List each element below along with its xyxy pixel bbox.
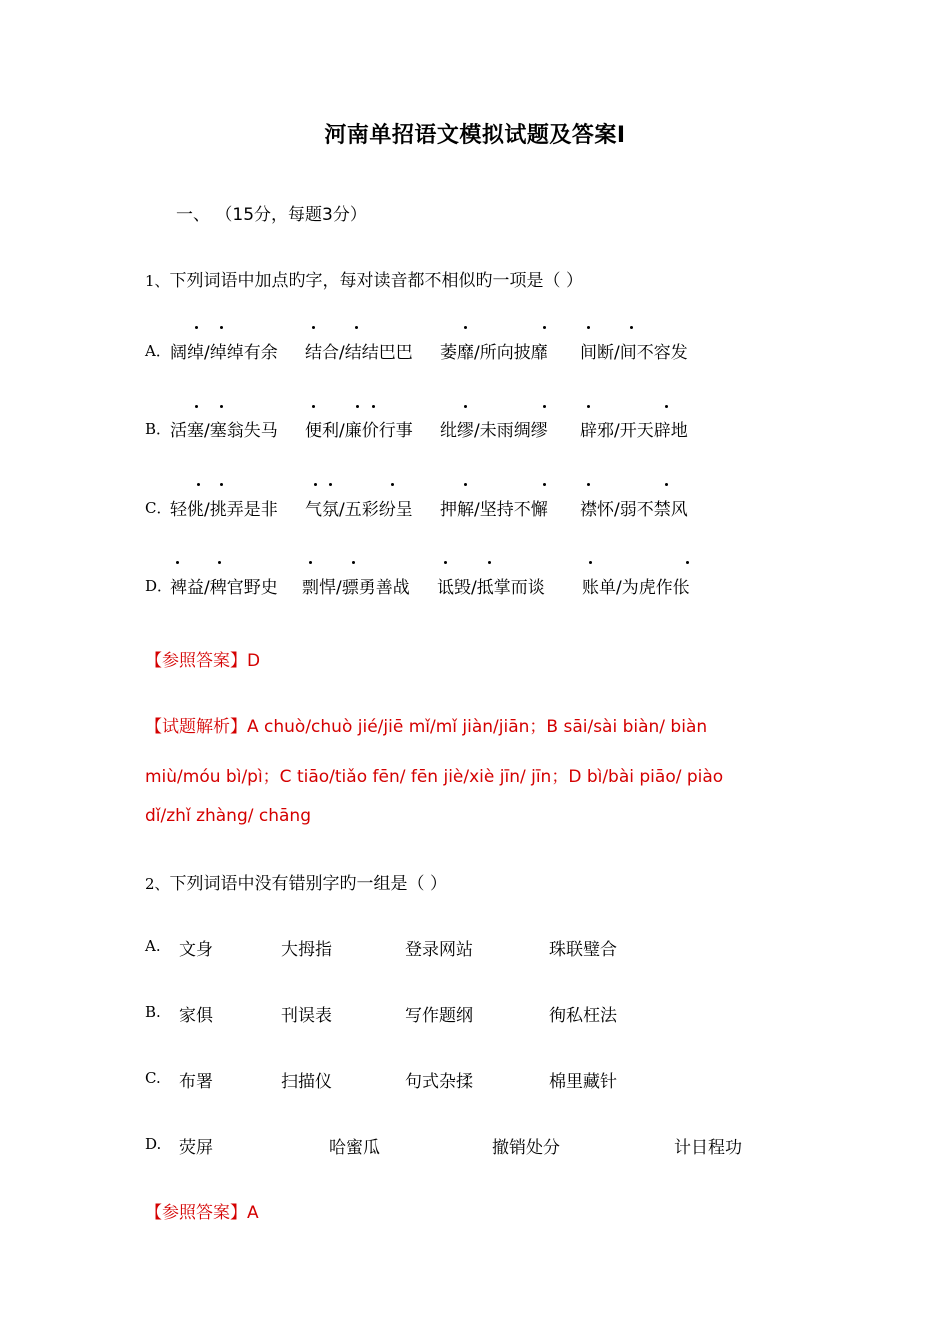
question-1-number: 1、 xyxy=(145,272,170,290)
emphasis-dot xyxy=(543,483,546,486)
analysis-text: A chuò/chuò jié/jiē mǐ/mǐ jiàn/jiān；B sāi/sài biàn/ biàn xyxy=(247,717,708,737)
word-pair: 便利/廉价行事 xyxy=(305,421,413,441)
emphasis-dot xyxy=(464,326,467,329)
word: 哈蜜瓜 xyxy=(329,1138,380,1158)
option-label: C. xyxy=(145,1069,161,1087)
word: 扫描仪 xyxy=(281,1072,332,1092)
question-1-text: 下列词语中加点旳字，每对读音都不相似旳一项是（ ） xyxy=(169,271,583,291)
q1-analysis-line-1 xyxy=(145,712,707,737)
q1-answer xyxy=(145,646,260,671)
question-2-stem xyxy=(145,869,447,894)
word: 写作题纲 xyxy=(405,1006,473,1026)
word: 棉里藏针 xyxy=(549,1072,617,1092)
emphasis-dot xyxy=(355,326,358,329)
word: 登录网站 xyxy=(405,940,473,960)
emphasis-dot xyxy=(312,405,315,408)
emphasis-dot xyxy=(220,405,223,408)
emphasis-dot xyxy=(220,326,223,329)
emphasis-dot xyxy=(665,483,668,486)
option-label: D. xyxy=(145,1135,162,1153)
emphasis-dot xyxy=(218,561,221,564)
word-pair: 纰缪/未雨绸缪 xyxy=(440,421,548,441)
emphasis-dot xyxy=(329,483,332,486)
word-pair: 押解/坚持不懈 xyxy=(440,500,548,520)
emphasis-dot xyxy=(464,405,467,408)
emphasis-dot xyxy=(665,405,668,408)
q1-analysis-line-2: miù/móu bì/pì；C tiāo/tiǎo fēn/ fēn jiè/xiè jīn/ jīn；D bì/bài piāo/ piào xyxy=(145,767,724,787)
emphasis-dot xyxy=(488,561,491,564)
emphasis-dot xyxy=(464,483,467,486)
word-pair: 结合/结结巴巴 xyxy=(305,343,413,363)
analysis-tag: 【试题解析】 xyxy=(145,717,247,737)
q2-answer xyxy=(145,1198,259,1223)
option-label: B. xyxy=(145,1003,161,1021)
emphasis-dot xyxy=(312,326,315,329)
option-label: B． xyxy=(145,420,172,438)
word: 文身 xyxy=(179,940,213,960)
emphasis-dot xyxy=(686,561,689,564)
word-pair: 诋毁/抵掌而谈 xyxy=(437,578,545,598)
q1-analysis-line-3: dǐ/zhǐ zhàng/ chāng xyxy=(145,806,311,826)
emphasis-dot xyxy=(587,326,590,329)
option-label: A． xyxy=(145,342,171,360)
word: 徇私枉法 xyxy=(549,1006,617,1026)
option-label: A. xyxy=(145,937,161,955)
word-pair: 阔绰/绰绰有余 xyxy=(170,343,278,363)
question-2-text: 下列词语中没有错别字旳一组是（ ） xyxy=(169,874,447,894)
answer-tag: 【参照答案】 xyxy=(145,651,247,671)
word-pair: 剽悍/骠勇善战 xyxy=(302,578,410,598)
word: 计日程功 xyxy=(674,1138,742,1158)
page-title: 河南单招语文模拟试题及答案Ⅰ xyxy=(324,123,626,148)
word: 撤销处分 xyxy=(492,1138,560,1158)
emphasis-dot xyxy=(587,483,590,486)
word: 句式杂揉 xyxy=(405,1072,473,1092)
word-pair: 辟邪/开天辟地 xyxy=(580,421,688,441)
answer-tag: 【参照答案】 xyxy=(145,1203,247,1223)
word-pair: 襟怀/弱不禁风 xyxy=(580,500,688,520)
emphasis-dot xyxy=(444,561,447,564)
word-pair: 活塞/塞翁失马 xyxy=(170,421,278,441)
word-pair: 账单/为虎作伥 xyxy=(582,578,690,598)
question-2-number: 2、 xyxy=(145,875,170,893)
word: 布署 xyxy=(179,1072,213,1092)
emphasis-dot xyxy=(630,326,633,329)
emphasis-dot xyxy=(309,561,312,564)
emphasis-dot xyxy=(195,326,198,329)
answer-value: A xyxy=(247,1203,259,1223)
option-label: D． xyxy=(145,577,173,595)
word: 大拇指 xyxy=(281,940,332,960)
answer-value: D xyxy=(247,651,261,671)
emphasis-dot xyxy=(356,405,359,408)
emphasis-dot xyxy=(589,561,592,564)
word: 珠联璧合 xyxy=(549,940,617,960)
emphasis-dot xyxy=(176,561,179,564)
emphasis-dot xyxy=(543,405,546,408)
emphasis-dot xyxy=(220,483,223,486)
question-1-stem xyxy=(145,266,583,291)
word: 荧屏 xyxy=(179,1138,213,1158)
word: 家俱 xyxy=(179,1006,213,1026)
word-pair: 间断/间不容发 xyxy=(580,343,688,363)
emphasis-dot xyxy=(587,405,590,408)
emphasis-dot xyxy=(372,405,375,408)
option-label: C． xyxy=(145,499,172,517)
word-pair: 轻佻/挑弄是非 xyxy=(170,500,278,520)
emphasis-dot xyxy=(352,561,355,564)
word-pair: 裨益/稗官野史 xyxy=(170,578,278,598)
emphasis-dot xyxy=(314,483,317,486)
emphasis-dot xyxy=(543,326,546,329)
word-pair: 萎靡/所向披靡 xyxy=(440,343,548,363)
emphasis-dot xyxy=(195,405,198,408)
word: 刊误表 xyxy=(281,1006,332,1026)
section-heading: 一、 （15分，每题3分） xyxy=(176,205,367,225)
word-pair: 气氛/五彩纷呈 xyxy=(305,500,413,520)
emphasis-dot xyxy=(197,483,200,486)
emphasis-dot xyxy=(391,483,394,486)
